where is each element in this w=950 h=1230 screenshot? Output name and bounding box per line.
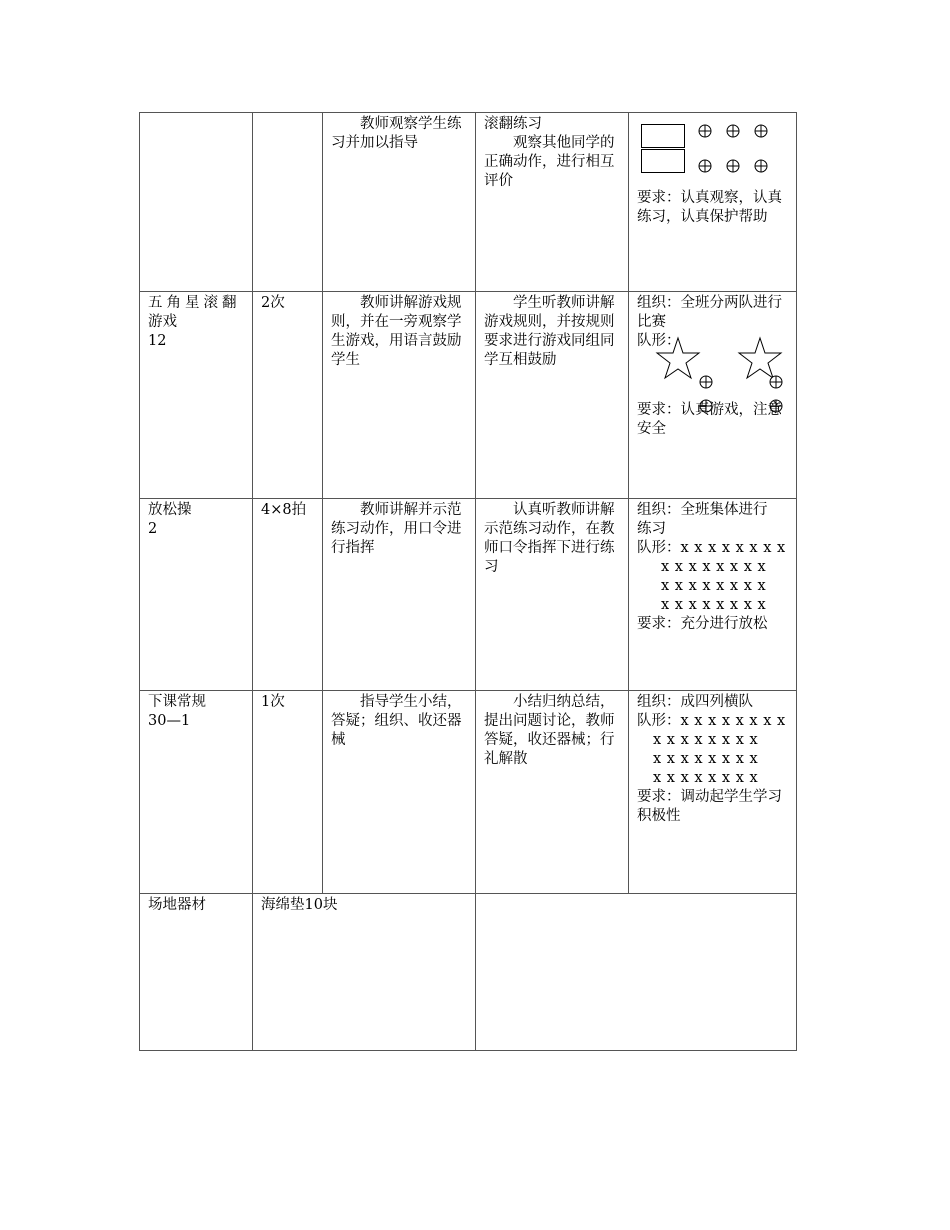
- player-icon: [699, 125, 711, 137]
- row3-count-cell: [253, 501, 322, 520]
- formation-row: x x x x x x x x: [653, 751, 759, 767]
- teacher-text: 教师讲解并示范练习动作，用口令进行指挥: [331, 502, 462, 556]
- mat-icon: [642, 125, 685, 148]
- requirement-text: 要求：充分进行放松: [637, 616, 768, 632]
- formation-row: x x x x x x x x: [661, 578, 767, 594]
- student-text: 小结归纳总结，提出问题讨论，教师答疑，收还器械；行礼解散: [484, 694, 615, 767]
- row3-teacher-cell: [323, 501, 475, 558]
- organize-text-2: 比赛: [637, 314, 666, 330]
- item-duration: 2: [148, 521, 158, 537]
- star-icon: [739, 338, 781, 378]
- row2-count-cell: [253, 294, 322, 313]
- student-text: 学生听教师讲解游戏规则，并按规则要求进行游戏同组同学互相鼓励: [484, 295, 615, 368]
- requirement-text: 要求：认真观察，认真练习，认真保护帮助: [637, 190, 782, 225]
- player-icon: [699, 160, 711, 172]
- requirement-text: 要求：调动起学生学习积极性: [637, 789, 782, 824]
- row3-item-cell: [140, 501, 252, 539]
- item-duration: 12: [148, 333, 167, 349]
- student-text: 认真听教师讲解示范练习动作，在教师口令指挥下进行练习: [484, 502, 615, 575]
- formation-label: 队形：: [637, 713, 681, 729]
- row4-organize-cell: [629, 693, 796, 826]
- formation-label: 队形：: [637, 540, 681, 556]
- student-text: 观察其他同学的正确动作，进行相互评价: [484, 135, 615, 189]
- player-icon: [727, 160, 739, 172]
- player-icon: [755, 125, 767, 137]
- row4-item-cell: [140, 693, 252, 731]
- mats-diagram: [641, 121, 801, 191]
- equipment-label-cell: [140, 896, 252, 915]
- player-icon: [727, 125, 739, 137]
- teacher-text: 教师讲解游戏规则，并在一旁观察学生游戏，用语言鼓励学生: [331, 295, 462, 368]
- count-text: 2次: [261, 295, 285, 311]
- equipment-value: 海绵垫10块: [261, 897, 338, 913]
- organize-text: 组织：成四列横队: [637, 694, 753, 710]
- formation-row: x x x x x x x x: [680, 540, 786, 556]
- count-text: 1次: [261, 694, 285, 710]
- student-heading: 滚翻练习: [484, 116, 542, 132]
- row4-teacher-cell: [323, 693, 475, 750]
- equipment-label: 场地器材: [148, 897, 206, 913]
- count-text: 4×8拍: [261, 502, 307, 518]
- formation-block: [637, 539, 788, 615]
- organize-text: 组织：全班分两队进行: [637, 295, 782, 311]
- row4-count-cell: [253, 693, 322, 712]
- item-name: 五角星滚翻: [148, 295, 241, 311]
- player-icon: [770, 376, 782, 388]
- row2-organize-cell: [629, 294, 796, 437]
- row1-teacher-cell: [323, 115, 475, 153]
- organize-text-2: 练习: [637, 521, 666, 537]
- formation-row: x x x x x x x x: [680, 713, 786, 729]
- formation-label: 队形：: [637, 333, 681, 349]
- formation-row: x x x x x x x x: [661, 559, 767, 575]
- item-name-2: 游戏: [148, 314, 177, 330]
- item-name: 放松操: [148, 502, 192, 518]
- item-duration: 30—1: [148, 713, 191, 729]
- formation-row: x x x x x x x x: [653, 770, 759, 786]
- formation-row: x x x x x x x x: [661, 597, 767, 613]
- formation-row: x x x x x x x x: [653, 732, 759, 748]
- row2-student-cell: [476, 294, 628, 370]
- player-icon: [700, 376, 712, 388]
- player-icon: [755, 160, 767, 172]
- row4-student-cell: [476, 693, 628, 769]
- row2-item-cell: [140, 294, 252, 351]
- row1-student-cell: [476, 115, 628, 191]
- teacher-text: 教师观察学生练习并加以指导: [331, 116, 462, 151]
- equipment-value-cell: [253, 896, 475, 915]
- row3-student-cell: [476, 501, 628, 577]
- organize-text: 组织：全班集体进行: [637, 502, 768, 518]
- star-icon: [657, 338, 699, 378]
- teacher-text: 指导学生小结，答疑；组织、收还器械: [331, 694, 462, 748]
- formation-block: [637, 712, 788, 788]
- item-name: 下课常规: [148, 694, 206, 710]
- requirement-text: 要求：认真游戏，注意安全: [637, 402, 782, 437]
- mat-icon: [642, 150, 685, 173]
- row2-teacher-cell: [323, 294, 475, 370]
- row3-organize-cell: [629, 501, 796, 634]
